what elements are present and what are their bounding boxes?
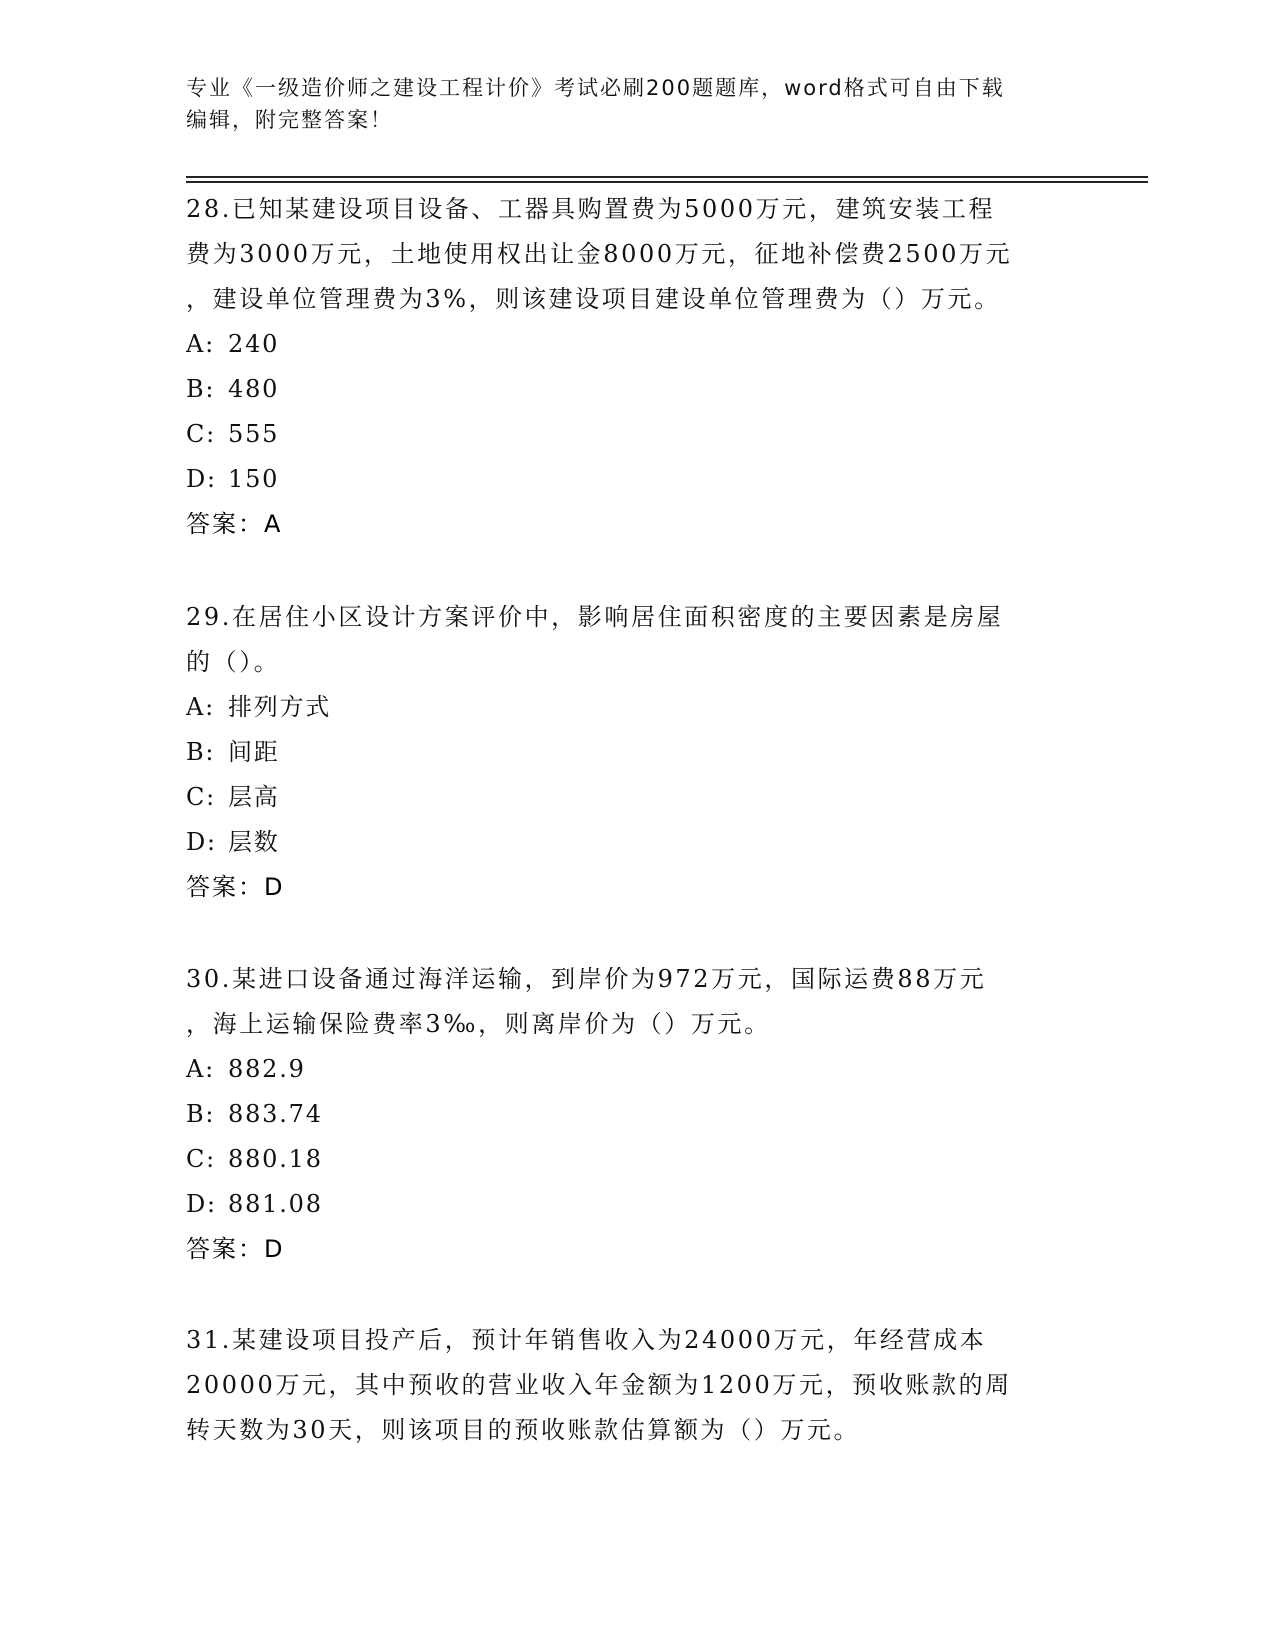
option-key: C: xyxy=(186,1145,217,1173)
option-key: C: xyxy=(186,420,217,448)
header-divider-top xyxy=(186,176,1148,178)
option-a xyxy=(186,685,1086,730)
question-31 xyxy=(186,1318,1086,1453)
option-a xyxy=(186,1047,1086,1092)
option-key: D: xyxy=(186,828,217,856)
option-key: B: xyxy=(186,375,216,403)
option-text: 排列方式 xyxy=(228,693,332,721)
option-key: D: xyxy=(186,465,217,493)
question-text-line: 20000万元，其中预收的营业收入年金额为1200万元，预收账款的周 xyxy=(186,1371,1012,1399)
option-key: A: xyxy=(186,1055,216,1083)
option-key: C: xyxy=(186,783,217,811)
option-key: D: xyxy=(186,1190,217,1218)
option-text: 480 xyxy=(228,375,280,403)
option-text: 150 xyxy=(228,465,280,493)
option-text: 555 xyxy=(228,420,280,448)
question-text-line: ，建设单位管理费为3%，则该建设项目建设单位管理费为（）万元。 xyxy=(186,285,1001,313)
option-text: 882.9 xyxy=(228,1055,306,1083)
answer-line: 答案：A xyxy=(186,510,283,538)
answer-line: 答案：D xyxy=(186,873,285,901)
question-text-line: 的（）。 xyxy=(186,648,281,676)
header-line-2: 编辑，附完整答案！ xyxy=(186,108,393,132)
option-text: 层高 xyxy=(228,783,280,811)
header-line-1: 专业《一级造价师之建设工程计价》考试必刷200题题库，word格式可自由下载 xyxy=(186,76,1005,100)
option-c xyxy=(186,1137,1086,1182)
question-text-line: 30.某进口设备通过海洋运输，到岸价为972万元，国际运费88万元 xyxy=(186,965,987,993)
option-text: 间距 xyxy=(228,738,280,766)
option-key: B: xyxy=(186,1100,216,1128)
question-28 xyxy=(186,187,1086,547)
option-text: 层数 xyxy=(228,828,280,856)
option-b xyxy=(186,367,1086,412)
answer-line: 答案：D xyxy=(186,1235,285,1263)
question-text-line: ，海上运输保险费率3‰，则离岸价为（）万元。 xyxy=(186,1010,771,1038)
question-text-line: 转天数为30天，则该项目的预收账款估算额为（）万元。 xyxy=(186,1416,861,1444)
option-a xyxy=(186,322,1086,367)
option-text: 880.18 xyxy=(228,1145,323,1173)
option-text: 881.08 xyxy=(228,1190,323,1218)
option-d xyxy=(186,457,1086,502)
question-text-line: 费为3000万元，土地使用权出让金8000万元，征地补偿费2500万元 xyxy=(186,240,1013,268)
option-c xyxy=(186,775,1086,820)
option-d xyxy=(186,1182,1086,1227)
question-text-line: 29.在居住小区设计方案评价中，影响居住面积密度的主要因素是房屋 xyxy=(186,603,1004,631)
question-30 xyxy=(186,957,1086,1272)
question-29 xyxy=(186,595,1086,910)
option-d xyxy=(186,820,1086,865)
document-header xyxy=(186,72,1086,136)
option-text: 240 xyxy=(228,330,280,358)
option-b xyxy=(186,1092,1086,1137)
option-key: B: xyxy=(186,738,216,766)
option-c xyxy=(186,412,1086,457)
option-key: A: xyxy=(186,693,216,721)
option-key: A: xyxy=(186,330,216,358)
question-text-line: 31.某建设项目投产后，预计年销售收入为24000万元，年经营成本 xyxy=(186,1326,987,1354)
option-b xyxy=(186,730,1086,775)
question-text-line: 28.已知某建设项目设备、工器具购置费为5000万元，建筑安装工程 xyxy=(186,195,996,223)
option-text: 883.74 xyxy=(228,1100,323,1128)
header-divider-bottom xyxy=(186,181,1148,183)
